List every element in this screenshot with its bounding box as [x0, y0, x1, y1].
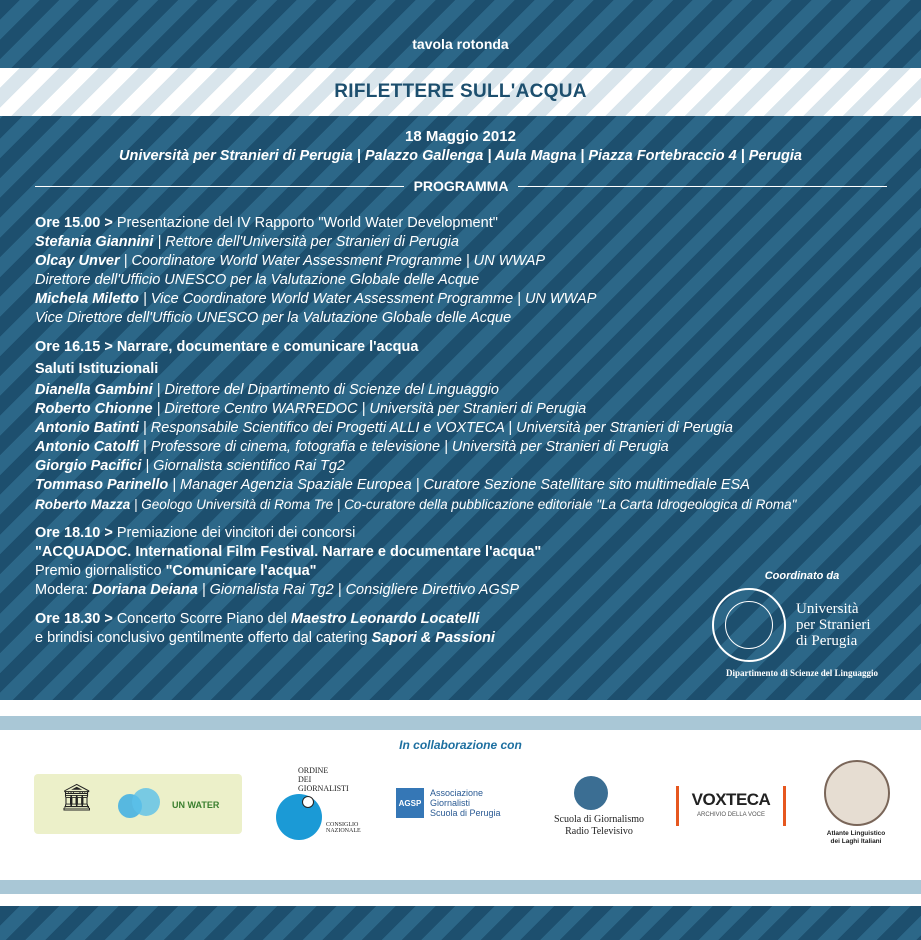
festival-line: "ACQUADOC. International Film Festival. Narrare e documentare l'acqua" — [35, 544, 542, 560]
speaker-name: Antonio Batinti — [35, 420, 139, 436]
speaker-role: | Professore di cinema, fotografia e televisione | Università per Stranieri di Perugia — [138, 439, 669, 455]
speaker — [35, 476, 895, 495]
maestro-name: Maestro Leonardo Locatelli — [290, 611, 480, 627]
agsp-box: AGSP — [396, 788, 424, 818]
speaker-role-2: Direttore dell'Ufficio UNESCO per la Valutazione Globale delle Acque — [35, 272, 480, 288]
voxteca-logo — [676, 786, 786, 826]
department: Dipartimento di Scienze del Linguaggio — [725, 668, 878, 678]
agsp-line: Giornalisti — [430, 798, 471, 808]
speaker-role: | Geologo Università di Roma Tre | Co-curatore della pubblicazione editoriale "La Carta Idrogeologica di Roma" — [130, 497, 797, 512]
section-divider — [35, 178, 887, 194]
toast-text: e brindisi conclusivo gentilmente offerto dal catering — [35, 630, 372, 646]
sg-line: Scuola di Giornalismo — [554, 814, 644, 825]
atlante-text — [816, 830, 896, 846]
speaker-name: Antonio Catolfi — [35, 439, 139, 455]
slot-head — [35, 524, 895, 543]
divider-line — [35, 186, 404, 187]
slot-title: Concerto Scorre Piano del — [116, 611, 291, 627]
speaker-name: Roberto Mazza — [35, 497, 131, 512]
speaker-role: | Coordinatore World Water Assessment Programme | UN WWAP — [119, 253, 546, 269]
sg-text — [534, 814, 664, 838]
speaker — [35, 290, 895, 309]
prize-label: Premio giornalistico — [35, 563, 166, 579]
speaker-name: Olcay Unver — [35, 253, 120, 269]
seal-inner — [725, 601, 773, 649]
agsp-logo — [396, 788, 506, 828]
odg-small-circle-icon — [302, 796, 314, 808]
university-name — [796, 601, 871, 649]
kicker: tavola rotonda — [412, 36, 509, 52]
unesco-temple-icon: 🏛 — [60, 782, 94, 812]
slot-title: Presentazione del IV Rapporto "World Water Development" — [116, 215, 498, 231]
speaker-role: | Responsabile Scientifico dei Progetti ALLI e VOXTECA | Università per Stranieri di Perugia — [138, 420, 733, 436]
speaker-role: | Vice Coordinatore World Water Assessment Programme | UN WWAP — [138, 291, 597, 307]
sg-line: Radio Televisivo — [565, 826, 633, 837]
odg-text — [298, 766, 349, 793]
slot-1500 — [35, 214, 895, 328]
speaker-name: Tommaso Parinello — [35, 477, 169, 493]
odg-line: DEI — [298, 775, 312, 784]
ordine-giornalisti-logo — [274, 766, 364, 854]
scuola-giornalismo-logo — [534, 776, 664, 846]
speaker — [35, 457, 895, 476]
moderator-label: Modera: — [35, 582, 93, 598]
university-name-3: di Perugia — [796, 633, 858, 649]
globe-icon — [574, 776, 608, 810]
odg-council: CONSIGLIO NAZIONALE — [326, 822, 361, 834]
speaker-name: Dianella Gambini — [35, 382, 153, 398]
agsp-text — [430, 788, 501, 818]
greeting: Saluti Istituzionali — [35, 361, 159, 377]
university-name-1: Università — [796, 601, 859, 617]
section-title: PROGRAMMA — [413, 178, 509, 194]
speaker — [35, 381, 895, 400]
catering-name: Sapori & Passioni — [371, 630, 495, 646]
slot-1615 — [35, 338, 895, 514]
speaker-role: | Manager Agenzia Spaziale Europea | Curatore Sezione Satellitare sito multimediale ESA — [168, 477, 750, 493]
moderator-name: Doriana Deiana — [92, 582, 198, 598]
speaker — [35, 252, 895, 271]
unesco-wwap-logo — [34, 774, 242, 834]
speaker-name: Michela Miletto — [35, 291, 139, 307]
prize-name: "Comunicare l'acqua" — [165, 563, 317, 579]
moderator-role: | Giornalista Rai Tg2 | Consigliere Direttivo AGSP — [197, 582, 520, 598]
separator-top — [0, 716, 921, 730]
atlante-line: Atlante Linguistico — [826, 830, 886, 837]
speaker-name: Roberto Chionne — [35, 401, 153, 417]
speaker-role-2: Vice Direttore dell'Ufficio UNESCO per la Valutazione Globale delle Acque — [35, 310, 512, 326]
slot-head — [35, 338, 895, 357]
university-name-2: per Stranieri — [796, 617, 871, 633]
partner-logos — [30, 760, 890, 860]
footer-band — [0, 906, 921, 940]
odg-line: ORDINE — [298, 766, 329, 775]
separator-bottom — [0, 880, 921, 894]
voxteca-text: VOXTECA — [691, 790, 771, 809]
slot-title: Narrare, documentare e comunicare l'acqua — [112, 339, 419, 355]
speaker-role: | Direttore del Dipartimento di Scienze del Linguaggio — [152, 382, 499, 398]
event-date: 18 Maggio 2012 — [405, 128, 516, 145]
atlante-line: dei Laghi Italiani — [830, 838, 882, 845]
voxteca-sub: ARCHIVIO DELLA VOCE — [696, 812, 766, 818]
atlante-logo — [816, 760, 896, 860]
speaker-role: | Direttore Centro WARREDOC | Università per Stranieri di Perugia — [152, 401, 587, 417]
organizer-logo — [712, 570, 892, 678]
agsp-line: Associazione — [430, 788, 484, 798]
speaker — [35, 495, 895, 514]
slot-time: Ore 18.10 > — [35, 525, 113, 541]
organizer-row — [712, 588, 892, 662]
slot-head — [35, 214, 895, 233]
speaker — [35, 233, 895, 252]
slot-time: Ore 18.30 > — [35, 611, 113, 627]
divider-line — [518, 186, 887, 187]
speaker — [35, 419, 895, 438]
agsp-line: Scuola di Perugia — [430, 808, 501, 818]
slot-title: Premiazione dei vincitori dei concorsi — [116, 525, 356, 541]
speaker — [35, 438, 895, 457]
water-drop-icon — [132, 788, 160, 816]
coordinated-by: Coordinato da — [764, 570, 840, 582]
heron-medal-icon — [824, 760, 890, 826]
page-title: RIFLETTERE SULL'ACQUA — [334, 81, 587, 102]
event-venue: Università per Stranieri di Perugia | Palazzo Gallenga | Aula Magna | Piazza Fortebraccio 4 | Perugia — [119, 148, 802, 164]
slot-time: Ore 16.15 > — [35, 339, 113, 355]
odg-circle-icon — [276, 794, 322, 840]
title-band — [0, 68, 921, 116]
speaker-role: | Giornalista scientifico Rai Tg2 — [141, 458, 345, 474]
speaker-name: Giorgio Pacifici — [35, 458, 142, 474]
un-water-text: UN WATER — [172, 800, 220, 810]
speaker-role: | Rettore dell'Università per Stranieri di Perugia — [153, 234, 459, 250]
odg-line: GIORNALISTI — [298, 784, 349, 793]
university-seal-icon — [712, 588, 786, 662]
speaker — [35, 400, 895, 419]
collab-label: In collaborazione con — [399, 738, 522, 752]
speaker-name: Stefania Giannini — [35, 234, 154, 250]
slot-time: Ore 15.00 > — [35, 215, 113, 231]
